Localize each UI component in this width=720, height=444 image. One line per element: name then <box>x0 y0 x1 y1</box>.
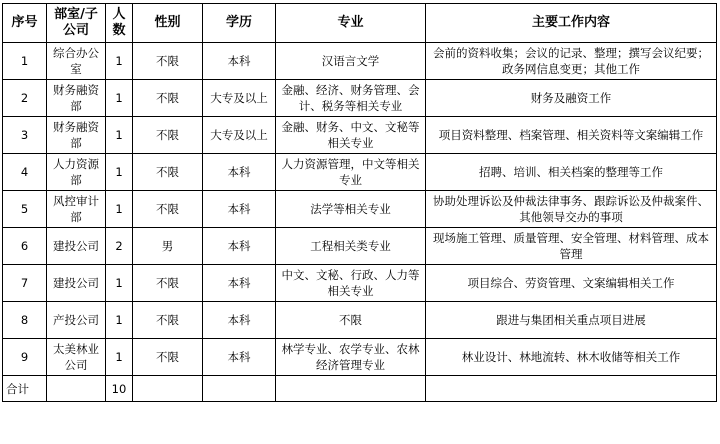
cell-count: 1 <box>106 265 133 302</box>
total-row <box>3 376 717 402</box>
header-count: 人数 <box>106 4 133 43</box>
cell-gender: 不限 <box>133 117 203 154</box>
cell-major: 法学等相关专业 <box>276 191 426 228</box>
cell-major: 工程相关类专业 <box>276 228 426 265</box>
cell-education: 本科 <box>203 302 276 339</box>
total-empty-education <box>203 376 276 402</box>
total-label: 合计 <box>3 376 47 402</box>
table-row <box>3 80 717 117</box>
cell-gender: 不限 <box>133 154 203 191</box>
cell-education: 本科 <box>203 339 276 376</box>
table-row <box>3 154 717 191</box>
cell-no: 8 <box>3 302 47 339</box>
cell-no: 6 <box>3 228 47 265</box>
cell-no: 7 <box>3 265 47 302</box>
cell-dept: 综合办公室 <box>47 43 106 80</box>
cell-count: 1 <box>106 339 133 376</box>
cell-dept: 人力资源部 <box>47 154 106 191</box>
cell-gender: 不限 <box>133 339 203 376</box>
table-body <box>3 43 717 376</box>
cell-education: 大专及以上 <box>203 80 276 117</box>
cell-education: 本科 <box>203 154 276 191</box>
table-row <box>3 265 717 302</box>
total-empty-gender <box>133 376 203 402</box>
cell-duties: 跟进与集团相关重点项目进展 <box>426 302 717 339</box>
cell-major: 不限 <box>276 302 426 339</box>
cell-education: 本科 <box>203 43 276 80</box>
header-no: 序号 <box>3 4 47 43</box>
cell-duties: 项目资料整理、档案管理、相关资料等文案编辑工作 <box>426 117 717 154</box>
cell-count: 1 <box>106 154 133 191</box>
cell-duties: 财务及融资工作 <box>426 80 717 117</box>
cell-no: 4 <box>3 154 47 191</box>
table-row <box>3 302 717 339</box>
cell-education: 本科 <box>203 191 276 228</box>
cell-major: 金融、财务、中文、文秘等相关专业 <box>276 117 426 154</box>
total-empty-major <box>276 376 426 402</box>
header-dept: 部室/子公司 <box>47 4 106 43</box>
cell-dept: 财务融资部 <box>47 80 106 117</box>
cell-gender: 不限 <box>133 191 203 228</box>
cell-count: 1 <box>106 191 133 228</box>
cell-education: 大专及以上 <box>203 117 276 154</box>
cell-duties: 现场施工管理、质量管理、安全管理、材料管理、成本管理 <box>426 228 717 265</box>
cell-duties: 林业设计、林地流转、林木收储等相关工作 <box>426 339 717 376</box>
cell-dept: 产投公司 <box>47 302 106 339</box>
cell-count: 1 <box>106 80 133 117</box>
recruitment-table-container <box>2 3 717 402</box>
cell-dept: 建投公司 <box>47 228 106 265</box>
header-duties: 主要工作内容 <box>426 4 717 43</box>
cell-no: 2 <box>3 80 47 117</box>
cell-gender: 不限 <box>133 265 203 302</box>
header-major: 专业 <box>276 4 426 43</box>
cell-no: 3 <box>3 117 47 154</box>
cell-duties: 招聘、培训、相关档案的整理等工作 <box>426 154 717 191</box>
cell-count: 1 <box>106 302 133 339</box>
cell-major: 汉语言文学 <box>276 43 426 80</box>
cell-duties: 协助处理诉讼及仲裁法律事务、跟踪诉讼及仲裁案件、其他领导交办的事项 <box>426 191 717 228</box>
cell-gender: 不限 <box>133 302 203 339</box>
cell-count: 2 <box>106 228 133 265</box>
cell-count: 1 <box>106 117 133 154</box>
header-education: 学历 <box>203 4 276 43</box>
cell-no: 9 <box>3 339 47 376</box>
cell-dept: 风控审计部 <box>47 191 106 228</box>
cell-major: 金融、经济、财务管理、会计、税务等相关专业 <box>276 80 426 117</box>
cell-count: 1 <box>106 43 133 80</box>
cell-education: 本科 <box>203 265 276 302</box>
cell-no: 5 <box>3 191 47 228</box>
header-row <box>3 4 717 43</box>
cell-major: 人力资源管理，中文等相关专业 <box>276 154 426 191</box>
table-row <box>3 117 717 154</box>
cell-no: 1 <box>3 43 47 80</box>
total-count: 10 <box>106 376 133 402</box>
cell-duties: 会前的资料收集；会议的记录、整理；撰写会议纪要；政务网信息变更；其他工作 <box>426 43 717 80</box>
cell-education: 本科 <box>203 228 276 265</box>
header-gender: 性别 <box>133 4 203 43</box>
cell-major: 中文、文秘、行政、人力等相关专业 <box>276 265 426 302</box>
cell-gender: 不限 <box>133 80 203 117</box>
cell-gender: 不限 <box>133 43 203 80</box>
total-empty-dept <box>47 376 106 402</box>
table-row <box>3 43 717 80</box>
cell-dept: 建投公司 <box>47 265 106 302</box>
table-row <box>3 339 717 376</box>
cell-dept: 太美林业公司 <box>47 339 106 376</box>
cell-dept: 财务融资部 <box>47 117 106 154</box>
total-empty-duties <box>426 376 717 402</box>
cell-major: 林学专业、农学专业、农林经济管理专业 <box>276 339 426 376</box>
recruitment-table <box>2 3 717 402</box>
table-row <box>3 228 717 265</box>
table-row <box>3 191 717 228</box>
cell-gender: 男 <box>133 228 203 265</box>
cell-duties: 项目综合、劳资管理、文案编辑相关工作 <box>426 265 717 302</box>
